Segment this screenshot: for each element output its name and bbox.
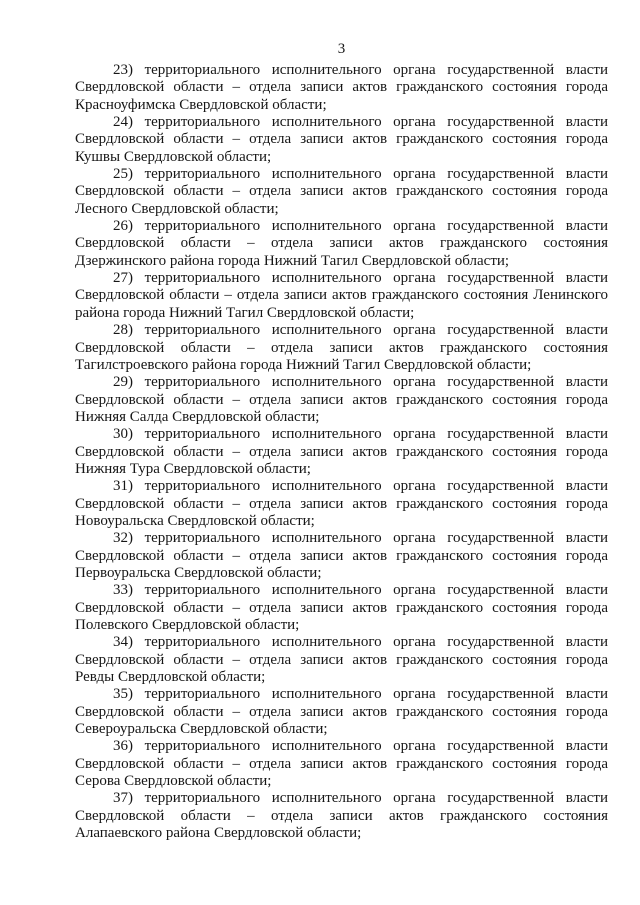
paragraph: 25) территориального исполнительного органа государственной власти Свердловской области – отдела записи актов гражданского состояния города Лесного Свердловской области; bbox=[75, 166, 608, 217]
paragraph: 35) территориального исполнительного органа государственной власти Свердловской области – отдела записи актов гражданского состояния города Североуральска Свердловской области; bbox=[75, 686, 608, 738]
page-number: 3 bbox=[337, 41, 346, 57]
paragraph: 31) территориального исполнительного органа государственной власти Свердловской области – отдела записи актов гражданского состояния города Новоуральска Свердловской области; bbox=[75, 478, 608, 529]
paragraph: 26) территориального исполнительного органа государственной власти Свердловской области – отдела записи актов гражданского состояния Дзержинского района города Нижний Тагил Свердловской области; bbox=[75, 218, 608, 269]
paragraph: 24) территориального исполнительного органа государственной власти Свердловской области – отдела записи актов гражданского состояния города Кушвы Свердловской области; bbox=[75, 114, 608, 165]
paragraph: 37) территориального исполнительного органа государственной власти Свердловской области – отдела записи актов гражданского состояния Алапаевского района Свердловской области; bbox=[75, 790, 608, 842]
text-block bbox=[75, 40, 608, 842]
paragraph: 30) территориального исполнительного органа государственной власти Свердловской области – отдела записи актов гражданского состояния города Нижняя Тура Свердловской области; bbox=[75, 426, 608, 477]
paragraph: 23) территориального исполнительного органа государственной власти Свердловской области – отдела записи актов гражданского состояния города Красноуфимска Свердловской области; bbox=[75, 62, 608, 113]
paragraph: 34) территориального исполнительного органа государственной власти Свердловской области – отдела записи актов гражданского состояния города Ревды Свердловской области; bbox=[75, 634, 608, 686]
paragraph: 27) территориального исполнительного органа государственной власти Свердловской области – отдела записи актов гражданского состояния Ленинского района города Нижний Тагил Свердловской области; bbox=[75, 270, 608, 321]
paragraph: 32) территориального исполнительного органа государственной власти Свердловской области – отдела записи актов гражданского состояния города Первоуральска Свердловской области; bbox=[75, 530, 608, 581]
paragraph: 28) территориального исполнительного органа государственной власти Свердловской области – отдела записи актов гражданского состояния Тагилстроевского района города Нижний Тагил Свердловской области; bbox=[75, 322, 608, 373]
paragraph: 29) территориального исполнительного органа государственной власти Свердловской области – отдела записи актов гражданского состояния города Нижняя Салда Свердловской области; bbox=[75, 374, 608, 425]
paragraph: 33) территориального исполнительного органа государственной власти Свердловской области – отдела записи актов гражданского состояния города Полевского Свердловской области; bbox=[75, 582, 608, 633]
paragraph: 36) территориального исполнительного органа государственной власти Свердловской области – отдела записи актов гражданского состояния города Серова Свердловской области; bbox=[75, 738, 608, 790]
document-body bbox=[75, 62, 608, 842]
